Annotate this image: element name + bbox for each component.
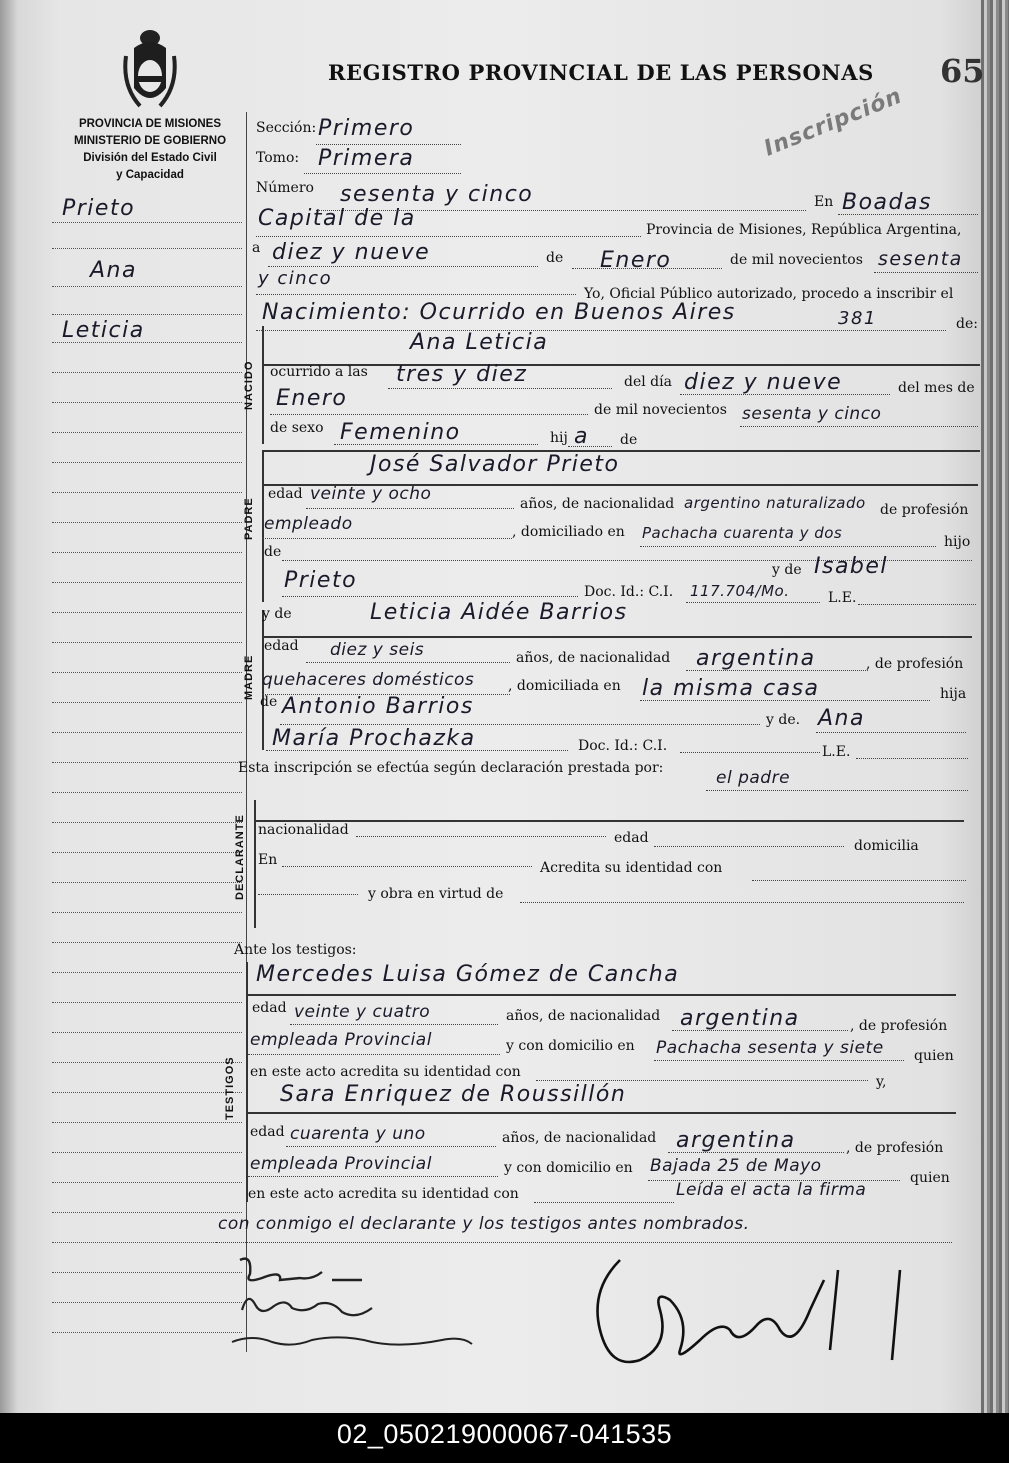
division-subtitle: y Capacidad [116,169,184,181]
coat-of-arms-icon [122,26,178,112]
padre-prof-label: de profesión [880,502,969,518]
declarante-label: DECLARANTE [234,814,246,900]
padre-apellido-value: Prieto [284,568,358,593]
ocurrido-label: ocurrido a las [270,364,368,380]
padre-edad-label: edad [268,486,303,502]
padre-nac-label: años, de nacionalidad [520,496,675,512]
seccion-label: Sección: [256,120,317,136]
testigo2-edad-value: cuarenta y uno [290,1124,426,1144]
sexo-label: de sexo [270,420,324,436]
division-name: División del Estado Civil [83,152,217,164]
testigo2-prof-value: empleada Provincial [250,1154,432,1174]
testigo1-acredita-label: en este acto acredita su identidad con [250,1064,521,1080]
fecha-mes-value: Enero [600,248,672,273]
testigo1-nombre-value: Mercedes Luisa Gómez de Cancha [256,962,680,987]
testigos-label: TESTIGOS [224,1056,236,1120]
dia-value: diez y nueve [684,370,843,395]
hora-value: tres y diez [396,362,528,387]
de-label-2: de [620,432,638,448]
madre-nac-label: años, de nacionalidad [516,650,671,666]
testigo1-edad-label: edad [252,1000,287,1016]
hijo-label: hijo [944,534,971,550]
testigo1-edad-value: veinte y cuatro [294,1002,431,1022]
de-label-4: de [260,694,278,710]
madre-madre-value: Ana [818,706,865,731]
ministry-name: MINISTERIO DE GOBIERNO [73,135,227,147]
testigo2-nombre-value: Sara Enriquez de Roussillón [280,1082,627,1107]
anio-value: sesenta [878,248,963,270]
padre-doc-label: Doc. Id.: C.I. [584,584,674,600]
madre-le-label: L.E. [822,744,851,760]
y-comma-label: y, [876,1074,887,1090]
testigo2-dom-label: y con domicilio en [504,1160,633,1176]
decl-en-label: En [258,852,278,868]
madre-nombre-value: Leticia Aidée Barrios [370,600,628,625]
page-number: 65 [940,52,985,90]
padre-dom-label: , domiciliado en [512,524,625,540]
provincia-label: Provincia de Misiones, República Argentina, [646,222,962,238]
mes-value: Enero [276,386,348,411]
de-colon-label: de: [956,316,978,332]
del-mes-label: del mes de [898,380,975,396]
nacido-label: NACIDO [243,360,255,410]
a-label: a [252,240,261,256]
padre-madre-value: Isabel [814,554,889,579]
lugar-value: Boadas [842,190,932,215]
madre-y-de-label: y de [262,606,292,622]
closing-line1: Leída el acta la firma [676,1180,867,1200]
padre-label: PADRE [243,497,255,540]
left-header [60,116,240,184]
numero-value: sesenta y cinco [340,182,534,207]
testigo1-prof-label: , de profesión [850,1018,948,1034]
hija-label: hija [940,686,967,702]
madre-edad-label: edad [264,638,299,654]
decl-domicilia-label: domicilia [854,838,919,854]
testigo1-quien-label: quien [914,1048,954,1064]
padre-nombre-value: José Salvador Prieto [370,452,620,477]
madre-label: MADRE [243,654,255,700]
testigo2-edad-label: edad [250,1124,285,1140]
nombre-value: Ana Leticia [410,330,549,355]
testigo2-dom-value: Bajada 25 de Mayo [650,1156,822,1176]
madre-dom-label: , domiciliada en [508,678,621,694]
padre-prof-value: empleado [264,514,353,534]
madre-prof-value: quehaceres domésticos [262,670,475,690]
y-de-dot-label: y de. [766,712,801,728]
province-name: PROVINCIA DE MISIONES [78,118,222,130]
testigo2-nac-value: argentina [676,1128,796,1153]
de-label-3: de [264,544,282,560]
testigo1-dom-label: y con domicilio en [506,1038,635,1054]
decl-edad-label: edad [614,830,649,846]
testigo1-dom-value: Pachacha sesenta y siete [656,1038,884,1058]
acto-value: Nacimiento: Ocurrido en Buenos Aires [262,300,736,325]
madre-doc-label: Doc. Id.: C.I. [578,738,668,754]
testigo2-nac-label: años, de nacionalidad [502,1130,657,1146]
madre-nac-value: argentina [696,646,816,671]
margin-first-name: Ana [90,258,137,283]
footer-identifier: 02_050219000067-041535 [0,1413,1009,1463]
padre-nac-value: argentino naturalizado [684,494,866,512]
anio-nac-value: sesenta y cinco [742,404,882,424]
decl-obra-label: y obra en virtud de [368,886,504,902]
numero-label: Número [256,180,314,196]
madre-edad-value: diez y seis [330,640,425,660]
testigo1-prof-value: empleada Provincial [250,1030,432,1050]
testigo1-nac-label: años, de nacionalidad [506,1008,661,1024]
decl-nacionalidad-label: nacionalidad [258,822,349,838]
testigo2-acredita-label: en este acto acredita su identidad con [248,1186,519,1202]
madre-madre-apellido-value: María Prochazka [272,726,476,751]
official-signature-icon [580,1250,910,1380]
declaracion-label: Esta inscripción se efectúa según declaración prestada por: [238,760,664,776]
testigo2-prof-label: , de profesión [846,1140,944,1156]
closing-line2: con conmigo el declarante y los testigos antes nombrados. [218,1214,750,1234]
de-label: de [546,250,564,266]
testigo1-nac-value: argentina [680,1006,800,1031]
testigo2-quien-label: quien [910,1170,950,1186]
padre-edad-value: veinte y ocho [310,484,432,504]
de-mil-label-2: de mil novecientos [594,402,727,418]
padre-le-label: L.E. [828,590,857,606]
document-title: REGISTRO PROVINCIAL DE LAS PERSONAS [328,60,874,85]
registration-stamp: Inscripción [760,83,906,162]
declarante-por-value: el padre [716,768,791,788]
fecha-dia-value: diez y nueve [272,240,431,265]
hij-label: hij [550,430,568,446]
y-de-label: y de [772,562,802,578]
madre-padre-value: Antonio Barrios [282,694,474,719]
seccion-value: Primero [318,116,415,141]
tomo-label: Tomo: [256,150,300,166]
decl-acredita-label: Acredita su identidad con [540,860,723,876]
madre-dom-value: la misma casa [642,676,820,701]
yo-oficial-label: Yo, Oficial Público autorizado, procedo a inscribir el [584,286,954,302]
padre-dom-value: Pachacha cuarenta y dos [642,524,843,542]
madre-prof-label: , de profesión [866,656,964,672]
padre-doc-value: 117.704/Mo. [690,582,790,600]
tomo-value: Primera [318,146,415,171]
del-dia-label: del día [624,374,672,390]
capital-value: Capital de la [258,206,416,231]
hij-suffix-value: a [574,424,589,449]
acto-num-value: 381 [838,308,877,329]
witness-signatures-icon [222,1250,502,1360]
en-label: En [814,194,834,210]
sexo-value: Femenino [340,420,461,445]
de-mil-label: de mil novecientos [730,252,863,268]
anio2-value: y cinco [258,268,333,289]
margin-second-name: Leticia [62,318,145,343]
book-binding-edge [981,0,1009,1413]
margin-surname: Prieto [62,196,136,221]
testigos-intro-label: Ante los testigos: [234,942,357,958]
